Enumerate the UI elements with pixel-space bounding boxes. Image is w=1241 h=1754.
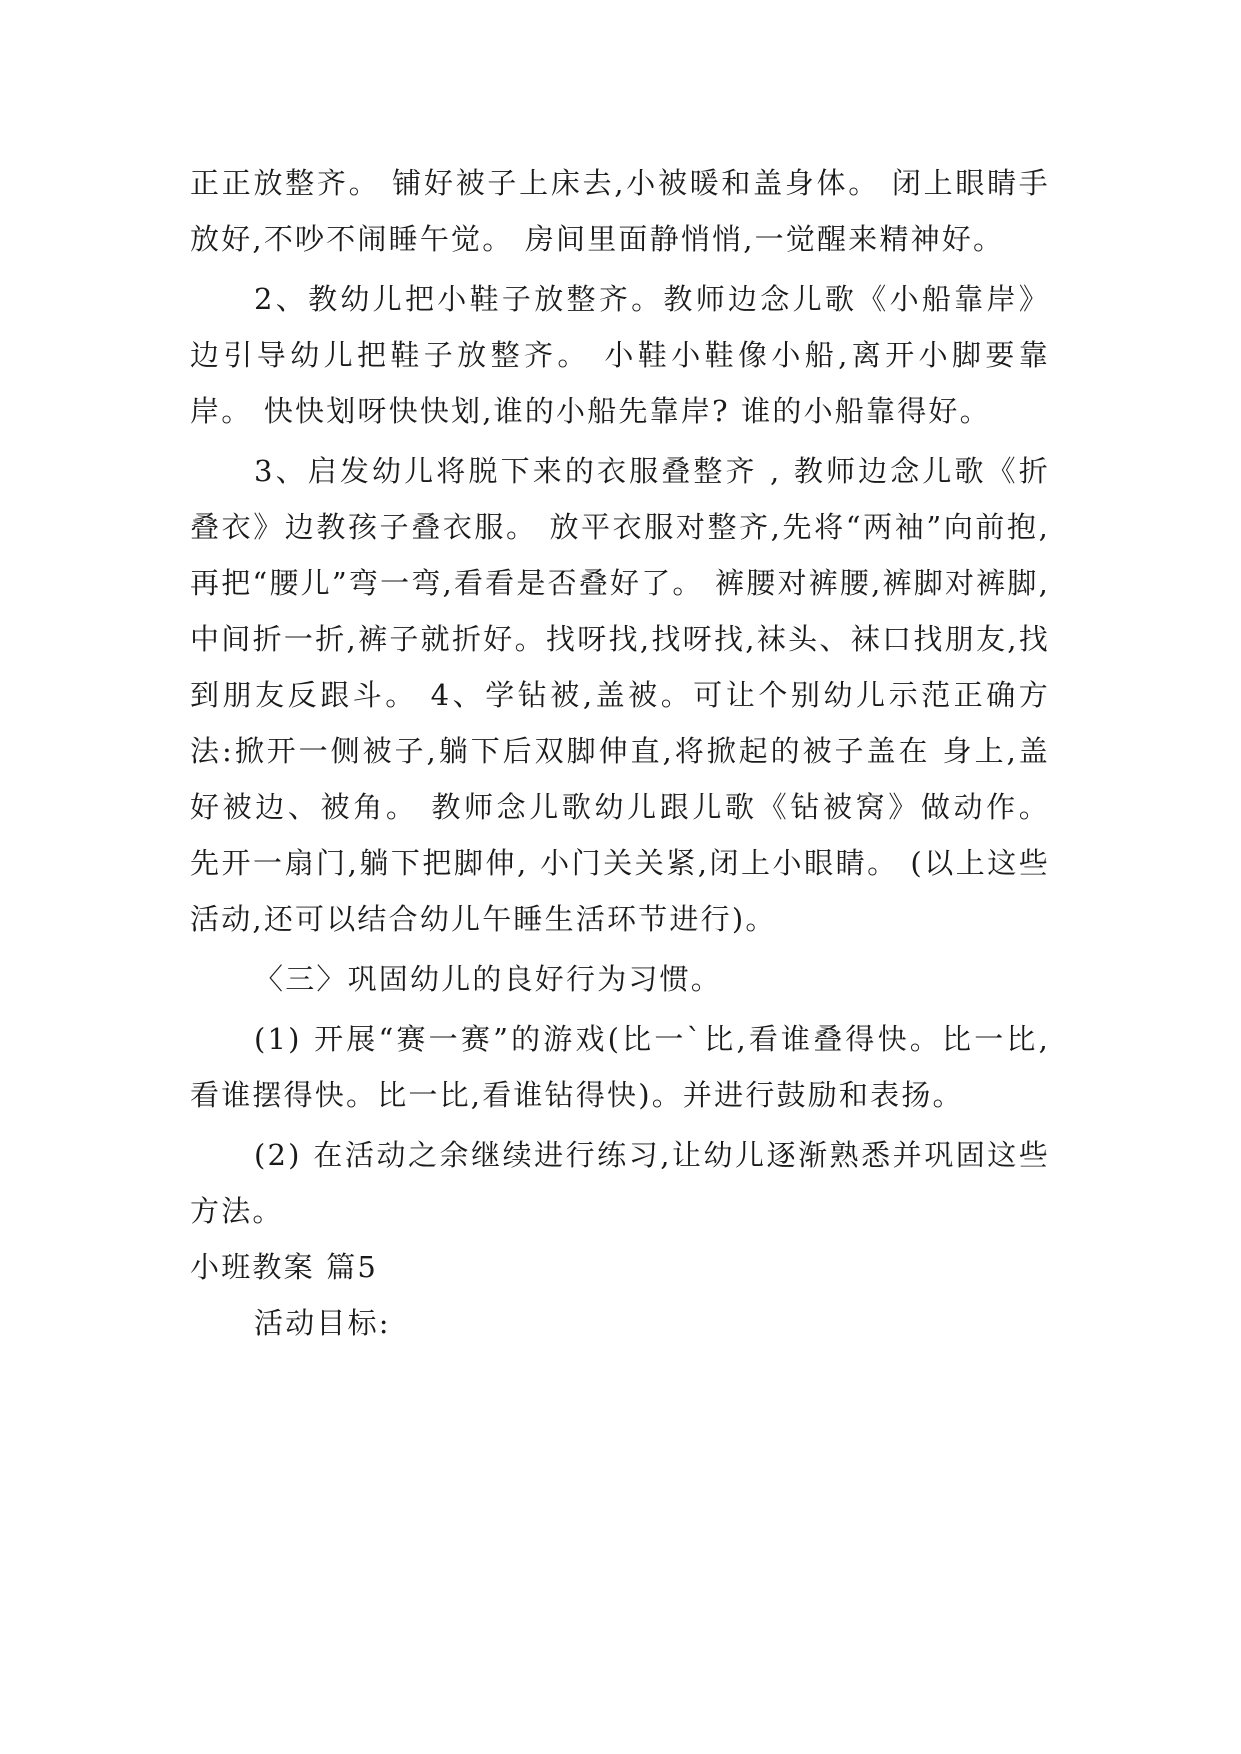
paragraph-4: 〈三〉巩固幼儿的良好行为习惯。	[254, 962, 723, 996]
section-title: 小班教案 篇5	[190, 1250, 379, 1284]
subheading: 活动目标:	[254, 1306, 391, 1340]
document-page	[190, 155, 1050, 1351]
paragraph-1: 正正放整齐。 铺好被子上床去,小被暖和盖身体。 闭上眼睛手放好,不吵不闹睡午觉。 房间里面静悄悄,一觉醒来精神好。	[190, 166, 1050, 256]
paragraph-2: 2、教幼儿把小鞋子放整齐。教师边念儿歌《小船靠岸》边引导幼儿把鞋子放整齐。 小鞋小鞋像小船,离开小脚要靠岸。 快快划呀快快划,谁的小船先靠岸? 谁的小船靠得好。	[190, 282, 1050, 428]
paragraph-3: 3、启发幼儿将脱下来的衣服叠整齐 , 教师边念儿歌《折叠衣》边教孩子叠衣服。 放平衣服对整齐,先将“两袖”向前抱, 再把“腰儿”弯一弯,看看是否叠好了。 裤腰对裤腰,裤脚对裤脚, 中间折一折,裤子就折好。找呀找,找呀找,袜头、袜口找朋友,找到朋友反跟斗。 4、学钻被,盖被。可让个别幼儿示范正确方法:掀开一侧被子,躺下后双脚伸直,将掀起的被子盖在 身上,盖好被边、被角。 教师念儿歌幼儿跟儿歌《钻被窝》做动作。 先开一扇门,躺下把脚伸, 小门关关紧,闭上小眼睛。 (以上这些活动,还可以结合幼儿午睡生活环节进行)。	[190, 454, 1050, 936]
paragraph-6: (2) 在活动之余继续进行练习,让幼儿逐渐熟悉并巩固这些方法。	[190, 1138, 1050, 1228]
paragraph-5: (1) 开展“赛一赛”的游戏(比一`比,看谁叠得快。比一比,看谁摆得快。比一比,看谁钻得快)。并进行鼓励和表扬。	[190, 1022, 1050, 1112]
